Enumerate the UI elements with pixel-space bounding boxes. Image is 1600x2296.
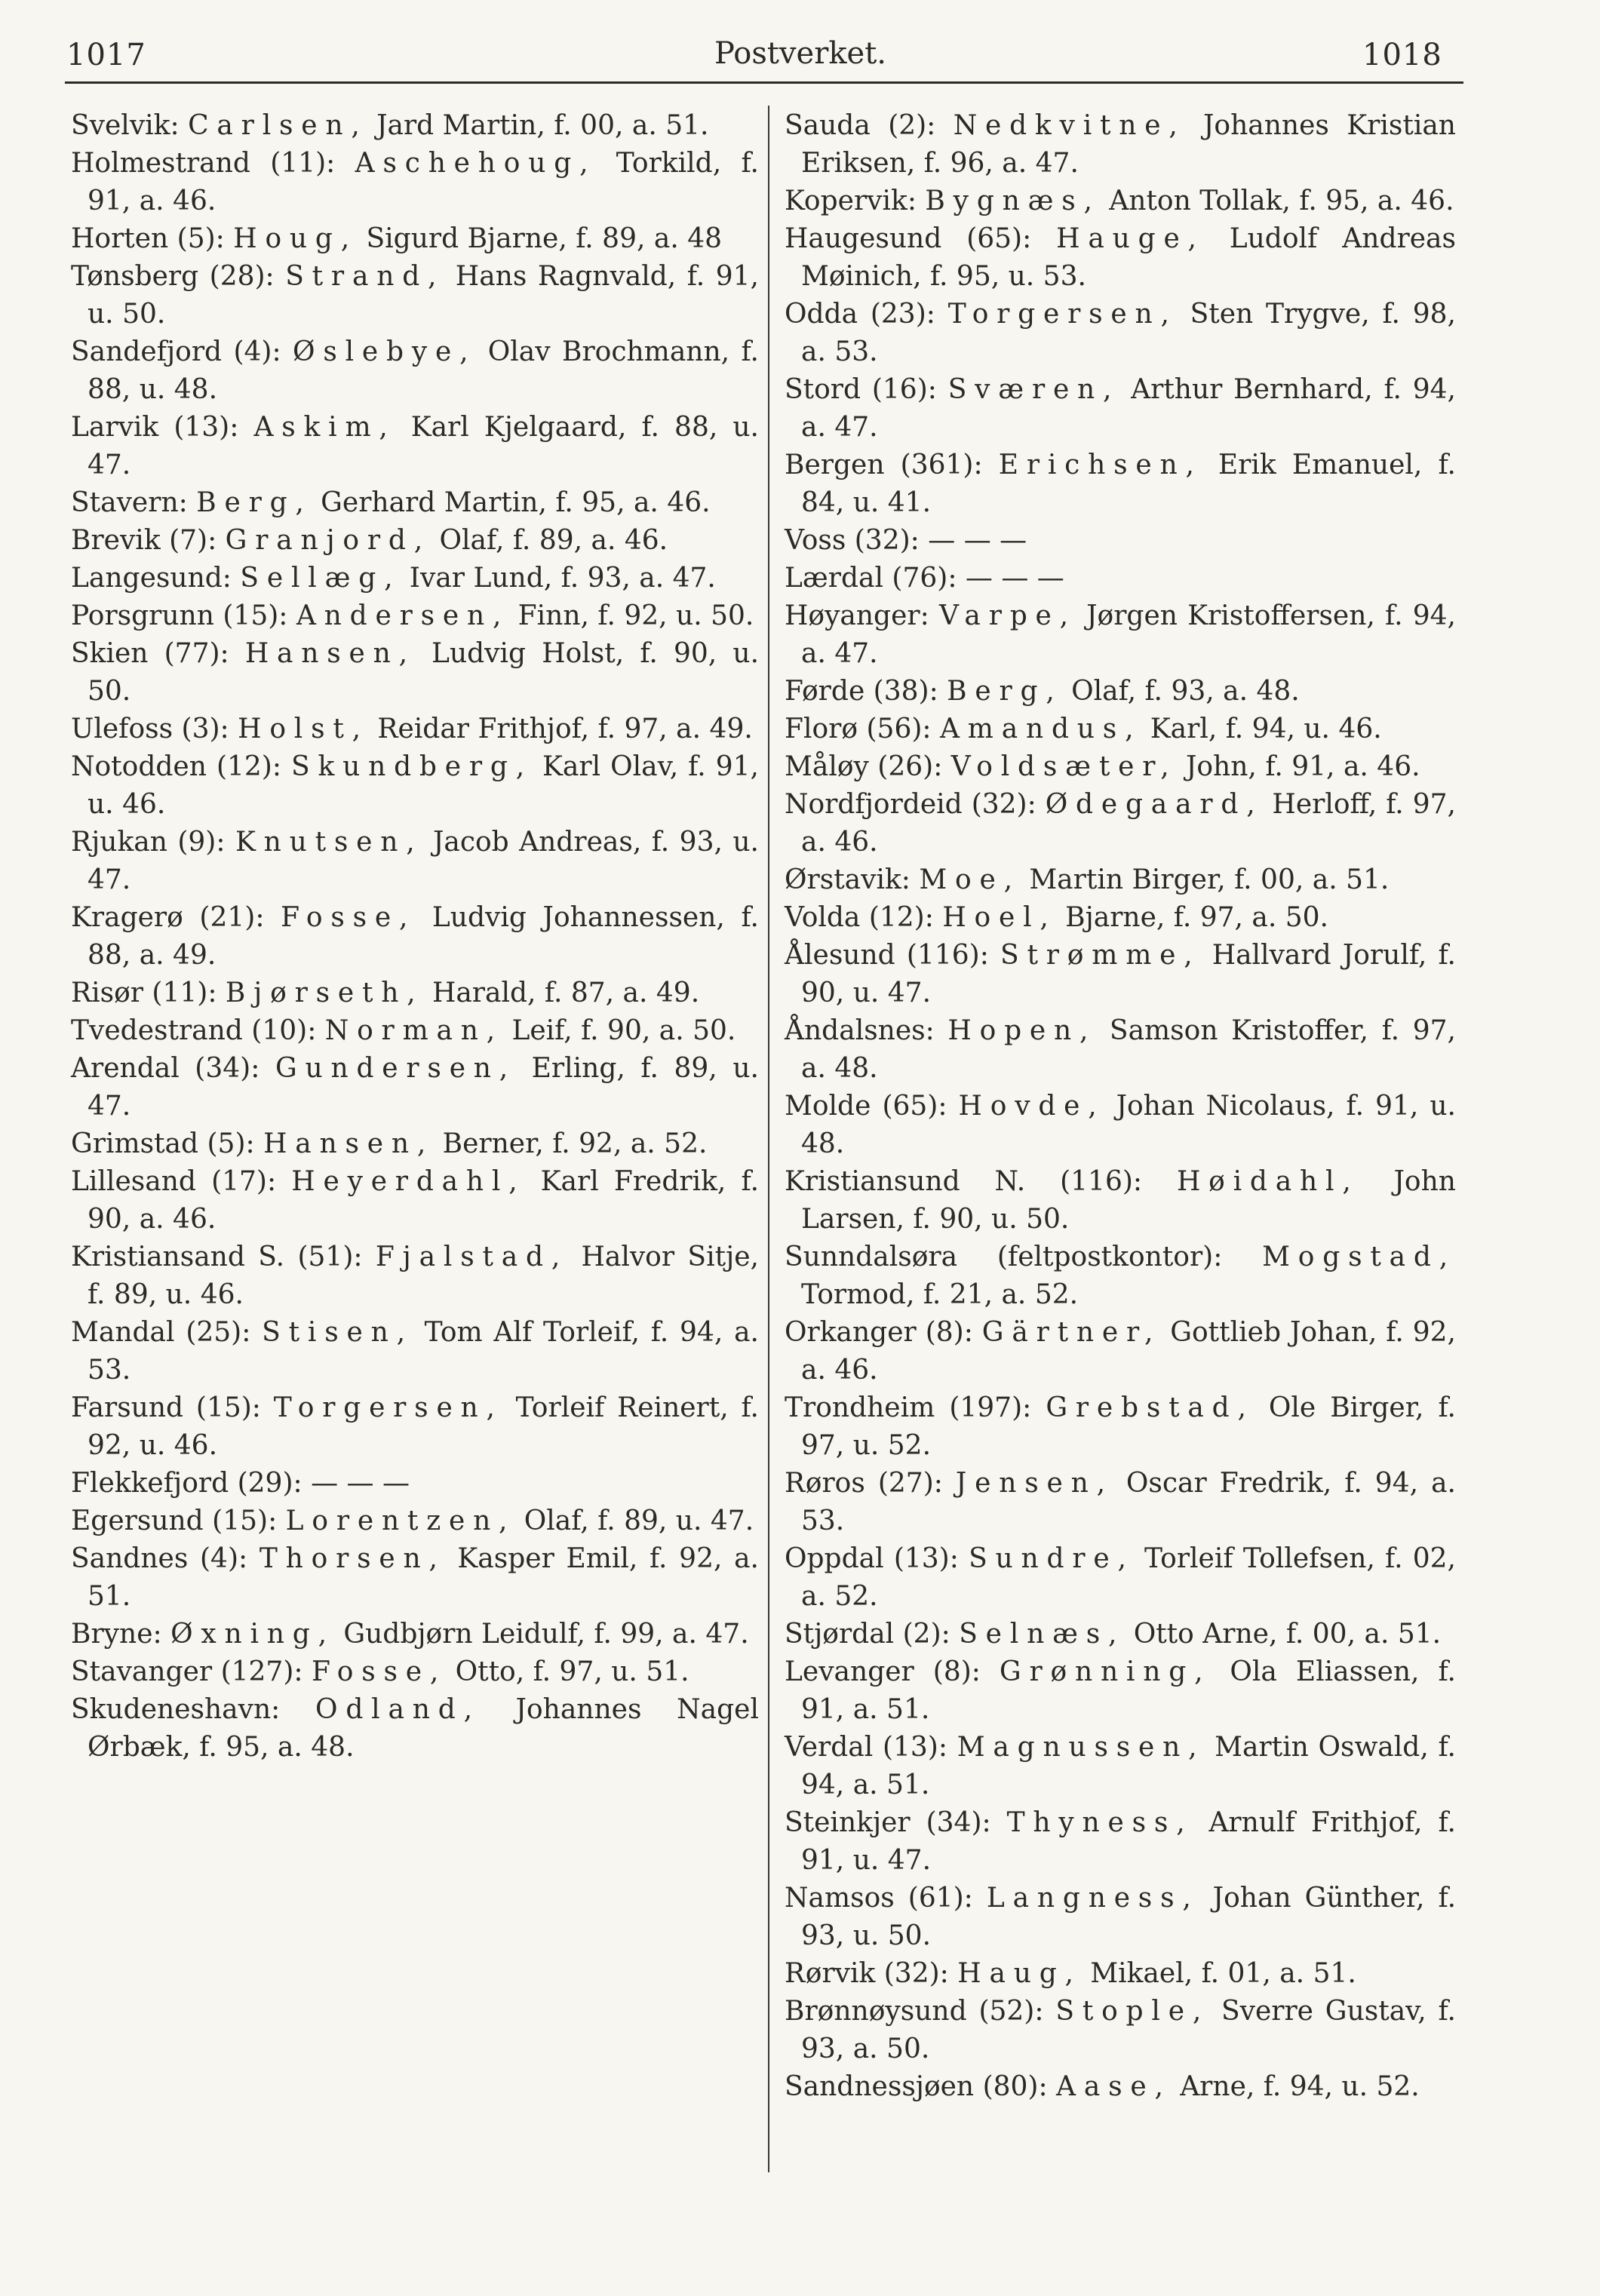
directory-entry — [71, 1314, 759, 1389]
entry-details: Gottlieb Johan, f. 92, a. 46. — [801, 1317, 1456, 1386]
entry-name: Askim, — [253, 412, 396, 443]
entry-details: Anton Tollak, f. 95, a. 46. — [1109, 186, 1454, 216]
directory-entry — [71, 484, 759, 522]
entry-details: Ola Eliassen, f. 91, a. 51. — [801, 1656, 1456, 1725]
entry-place: Kristiansund N. (116): — [785, 1166, 1143, 1197]
entry-name: Gundersen, — [275, 1053, 517, 1084]
entry-place: Kopervik: — [785, 186, 917, 216]
entry-details: Torleif Reinert, f. 92, u. 46. — [88, 1392, 759, 1461]
entry-name: Stisen, — [262, 1317, 413, 1348]
entry-name: Torgersen, — [947, 299, 1178, 330]
entry-name: Granjord, — [225, 525, 431, 556]
entry-details: Erik Emanuel, f. 84, u. 41. — [801, 450, 1456, 518]
directory-entry — [71, 1389, 759, 1465]
entry-name: Berg, — [196, 487, 312, 518]
entry-details: Otto, f. 97, u. 51. — [455, 1656, 689, 1687]
directory-entry — [785, 1540, 1456, 1616]
entry-name: Aase, — [1056, 2071, 1172, 2102]
directory-entry — [785, 371, 1456, 447]
entry-details: Jørgen Kristoffersen, f. 94, a. 47. — [801, 600, 1456, 669]
entry-name: Skundberg, — [291, 751, 533, 782]
directory-entry — [785, 1465, 1456, 1540]
entry-details: Olav Brochmann, f. 88, u. 48. — [88, 336, 759, 405]
entry-place: Høyanger: — [785, 600, 929, 631]
entry-place: Langesund: — [71, 563, 232, 594]
entry-place: Florø (56): — [785, 714, 932, 744]
entry-name: Magnussen, — [957, 1732, 1205, 1763]
entry-name: Erichsen, — [998, 450, 1202, 480]
entry-details: — — — — [928, 525, 1027, 556]
entry-place: Rørvik (32): — [785, 1958, 949, 1989]
entry-name: Aschehoug, — [355, 148, 597, 179]
entry-place: Stavanger (127): — [71, 1656, 303, 1687]
entry-place: Ulefoss (3): — [71, 714, 229, 744]
entry-place: Oppdal (13): — [785, 1543, 959, 1574]
entry-place: Tvedestrand (10): — [71, 1015, 317, 1046]
entry-name: Stople, — [1055, 1996, 1210, 2027]
entry-name: Langness, — [986, 1883, 1199, 1914]
entry-place: Farsund (15): — [71, 1392, 261, 1423]
directory-entry — [785, 1880, 1456, 1955]
entry-name: Heyerdahl, — [291, 1166, 526, 1197]
entry-place: Odda (23): — [785, 299, 935, 330]
directory-entry — [785, 861, 1456, 899]
entry-name: Hovde, — [958, 1091, 1105, 1122]
entry-details: Martin Oswald, f. 94, a. 51. — [801, 1732, 1456, 1800]
entry-name: Grønning, — [999, 1656, 1212, 1687]
directory-entry — [71, 1125, 759, 1163]
entry-details: Hallvard Jorulf, f. 90, u. 47. — [801, 940, 1456, 1008]
header-rule — [65, 81, 1463, 84]
directory-entry — [785, 748, 1456, 786]
entry-details: Olaf, f. 89, a. 46. — [439, 525, 668, 556]
entry-place: Porsgrunn (15): — [71, 600, 288, 631]
entry-name: Mogstad, — [1262, 1242, 1456, 1272]
directory-entry — [71, 560, 759, 597]
entry-place: Levanger (8): — [785, 1656, 981, 1687]
entry-place: Bryne: — [71, 1619, 162, 1650]
directory-entry — [785, 1955, 1456, 1993]
entry-name: Fjalstad, — [375, 1242, 569, 1272]
directory-entry — [71, 899, 759, 975]
directory-entry — [71, 522, 759, 560]
directory-entry — [785, 1163, 1456, 1239]
directory-entry — [785, 786, 1456, 861]
entry-place: Svelvik: — [71, 110, 180, 141]
entry-place: Skien (77): — [71, 638, 229, 669]
entry-name: Odland, — [315, 1694, 481, 1725]
entry-place: Nordfjordeid (32): — [785, 789, 1036, 820]
directory-entry — [71, 1691, 759, 1767]
directory-entry — [71, 748, 759, 824]
entry-place: Skudeneshavn: — [71, 1694, 281, 1725]
entry-details: Kasper Emil, f. 92, a. 51. — [88, 1543, 760, 1612]
entry-place: Sunndalsøra (feltpostkontor): — [785, 1242, 1223, 1272]
entry-name: Voldsæter, — [950, 751, 1178, 782]
entry-place: Sandnessjøen (80): — [785, 2071, 1048, 2102]
entry-place: Brevik (7): — [71, 525, 217, 556]
directory-entry — [785, 1389, 1456, 1465]
entry-name: Øxning, — [170, 1619, 335, 1650]
entry-place: Røros (27): — [785, 1468, 943, 1499]
entry-details: Reidar Frithjof, f. 97, a. 49. — [377, 714, 753, 744]
entry-name: Fosse, — [311, 1656, 447, 1687]
directory-entry — [71, 1050, 759, 1125]
entry-place: Kristiansand S. (51): — [71, 1242, 363, 1272]
entry-details: Ludvig Johannessen, f. 88, a. 49. — [88, 902, 759, 971]
directory-entry — [785, 107, 1456, 183]
entry-name: Knutsen, — [235, 827, 423, 858]
entry-name: Fosse, — [281, 902, 416, 933]
entry-place: Bergen (361): — [785, 450, 983, 480]
directory-entry — [71, 711, 759, 748]
entry-details: John, f. 91, a. 46. — [1185, 751, 1420, 782]
entry-place: Brønnøysund (52): — [785, 1996, 1044, 2027]
entry-place: Lillesand (17): — [71, 1166, 277, 1197]
running-title: Postverket. — [714, 36, 887, 71]
entry-place: Holmestrand (11): — [71, 148, 336, 179]
entry-details: Mikael, f. 01, a. 51. — [1090, 1958, 1356, 1989]
entry-details: Jard Martin, f. 00, a. 51. — [376, 110, 709, 141]
entry-name: Øslebye, — [293, 336, 477, 367]
entry-place: Stjørdal (2): — [785, 1619, 950, 1650]
directory-entry — [785, 1653, 1456, 1729]
entry-place: Horten (5): — [71, 223, 225, 254]
entry-details: Johan Nicolaus, f. 91, u. 48. — [801, 1091, 1456, 1159]
entry-name: Bjørseth, — [225, 978, 424, 1008]
entry-name: Berg, — [947, 676, 1063, 707]
directory-entry — [71, 1012, 759, 1050]
directory-entry — [785, 1804, 1456, 1880]
directory-entry — [785, 1729, 1456, 1804]
entry-details: Karl Kjelgaard, f. 88, u. 47. — [88, 412, 759, 480]
entry-details: Arne, f. 94, u. 52. — [1180, 2071, 1420, 2102]
entry-place: Risør (11): — [71, 978, 217, 1008]
entry-details: Tormod, f. 21, a. 52. — [801, 1279, 1079, 1310]
entry-place: Lærdal (76): — [785, 563, 957, 594]
entry-name: Hansen, — [244, 638, 416, 669]
entry-details: — — — — [311, 1468, 410, 1499]
entry-details: John Larsen, f. 90, u. 50. — [801, 1166, 1456, 1235]
entry-place: Molde (65): — [785, 1091, 947, 1122]
entry-name: Torgersen, — [273, 1392, 503, 1423]
entry-name: Thorsen, — [259, 1543, 446, 1574]
directory-entry — [71, 975, 759, 1012]
entry-details: Sten Trygve, f. 98, a. 53. — [801, 299, 1456, 367]
entry-details: Jacob Andreas, f. 93, u. 47. — [88, 827, 759, 895]
entry-details: Leif, f. 90, a. 50. — [511, 1015, 736, 1046]
left-column — [71, 107, 759, 1767]
entry-place: Stord (16): — [785, 374, 937, 405]
entry-name: Strand, — [285, 261, 445, 292]
entry-name: Amandus, — [939, 714, 1142, 744]
entry-details: Harald, f. 87, a. 49. — [431, 978, 700, 1008]
entry-details: Ivar Lund, f. 93, a. 47. — [409, 563, 716, 594]
directory-entry — [785, 937, 1456, 1012]
directory-entry — [71, 1239, 759, 1314]
entry-name: Sellæg, — [240, 563, 401, 594]
entry-place: Mandal (25): — [71, 1317, 251, 1348]
directory-entry — [785, 220, 1456, 296]
entry-name: Jensen, — [955, 1468, 1113, 1499]
directory-entry — [71, 409, 759, 484]
entry-place: Flekkefjord (29): — [71, 1468, 302, 1499]
entry-place: Volda (12): — [785, 902, 934, 933]
directory-entry — [71, 1616, 759, 1653]
entry-place: Sauda (2): — [785, 110, 936, 141]
directory-entry — [71, 1540, 759, 1616]
entry-name: Hoel, — [942, 902, 1057, 933]
entry-place: Voss (32): — [785, 525, 920, 556]
entry-name: Gärtner, — [981, 1317, 1162, 1348]
directory-entry — [71, 635, 759, 711]
entry-name: Bygnæs, — [925, 186, 1101, 216]
directory-entry — [785, 1012, 1456, 1088]
entry-place: Sandnes (4): — [71, 1543, 248, 1574]
entry-place: Ørstavik: — [785, 864, 911, 895]
directory-entry — [785, 1314, 1456, 1389]
entry-details: Sverre Gustav, f. 93, a. 50. — [801, 1996, 1456, 2064]
entry-place: Verdal (13): — [785, 1732, 947, 1763]
directory-entry — [71, 597, 759, 635]
directory-entry — [785, 183, 1456, 220]
entry-place: Åndalsnes: — [785, 1015, 935, 1046]
entry-place: Stavern: — [71, 487, 188, 518]
entry-place: Grimstad (5): — [71, 1128, 255, 1159]
directory-entry — [785, 2068, 1456, 2106]
entry-details: — — — — [965, 563, 1064, 594]
entry-details: Karl Olav, f. 91, u. 46. — [88, 751, 759, 820]
entry-name: Strømme, — [1000, 940, 1201, 971]
entry-place: Måløy (26): — [785, 751, 943, 782]
entry-name: Varpe, — [938, 600, 1076, 631]
entry-name: Selnæs, — [959, 1619, 1126, 1650]
entry-details: Berner, f. 92, a. 52. — [442, 1128, 708, 1159]
directory-entry — [785, 597, 1456, 673]
entry-place: Larvik (13): — [71, 412, 239, 443]
directory-entry — [71, 1163, 759, 1239]
directory-entry — [785, 296, 1456, 371]
entry-name: Houg, — [233, 223, 358, 254]
entry-details: Erling, f. 89, u. 47. — [88, 1053, 759, 1122]
entry-name: Thyness, — [1006, 1807, 1193, 1838]
directory-entry — [785, 1239, 1456, 1314]
entry-place: Namsos (61): — [785, 1883, 973, 1914]
entry-place: Rjukan (9): — [71, 827, 226, 858]
column-divider — [768, 106, 769, 2172]
entry-details: Arthur Bernhard, f. 94, a. 47. — [801, 374, 1456, 443]
entry-name: Ødegaard, — [1045, 789, 1264, 820]
right-page-number: 1018 — [1362, 38, 1442, 72]
right-column — [785, 107, 1456, 2106]
entry-details: Samson Kristoffer, f. 97, a. 48. — [801, 1015, 1456, 1084]
directory-entry — [71, 220, 759, 258]
entry-details: Gudbjørn Leidulf, f. 99, a. 47. — [343, 1619, 749, 1650]
directory-entry — [71, 145, 759, 220]
directory-entry — [71, 824, 759, 899]
entry-name: Nedkvitne, — [953, 110, 1186, 141]
directory-entry — [785, 673, 1456, 711]
entry-details: Ole Birger, f. 97, u. 52. — [801, 1392, 1456, 1461]
entry-details: Otto Arne, f. 00, a. 51. — [1133, 1619, 1442, 1650]
entry-details: Karl Fredrik, f. 90, a. 46. — [88, 1166, 760, 1235]
entry-name: Høidahl, — [1176, 1166, 1359, 1197]
entry-place: Steinkjer (34): — [785, 1807, 991, 1838]
entry-details: Gerhard Martin, f. 95, a. 46. — [321, 487, 711, 518]
entry-details: Johannes Kristian Eriksen, f. 96, a. 47. — [801, 110, 1456, 179]
entry-details: Hans Ragnvald, f. 91, u. 50. — [88, 261, 759, 330]
entry-name: Norman, — [324, 1015, 503, 1046]
entry-place: Arendal (34): — [71, 1053, 260, 1084]
entry-details: Tom Alf Torleif, f. 94, a. 53. — [88, 1317, 759, 1386]
entry-place: Ålesund (116): — [785, 940, 989, 971]
entry-name: Sværen, — [947, 374, 1120, 405]
entry-details: Bjarne, f. 97, a. 50. — [1065, 902, 1328, 933]
entry-details: Ludvig Holst, f. 90, u. 50. — [88, 638, 760, 707]
entry-place: Haugesund (65): — [785, 223, 1032, 254]
entry-details: Johannes Nagel Ørbæk, f. 95, a. 48. — [88, 1694, 759, 1763]
entry-details: Olaf, f. 93, a. 48. — [1071, 676, 1300, 707]
entry-place: Orkanger (8): — [785, 1317, 973, 1348]
directory-entry — [785, 1993, 1456, 2068]
entry-name: Hopen, — [947, 1015, 1097, 1046]
directory-entry — [785, 447, 1456, 522]
directory-entry — [71, 1503, 759, 1540]
directory-entry — [71, 1465, 759, 1503]
directory-entry — [785, 899, 1456, 937]
directory-entry — [71, 333, 759, 409]
directory-entry — [785, 522, 1456, 560]
entry-details: Ludolf Andreas Møinich, f. 95, u. 53. — [801, 223, 1456, 292]
entry-details: Olaf, f. 89, u. 47. — [524, 1506, 754, 1536]
directory-entry — [71, 258, 759, 333]
directory-entry — [785, 560, 1456, 597]
entry-name: Moe, — [919, 864, 1021, 895]
entry-name: Holst, — [238, 714, 369, 744]
entry-name: Hansen, — [263, 1128, 435, 1159]
directory-entry — [785, 1616, 1456, 1653]
entry-details: Finn, f. 92, u. 50. — [517, 600, 754, 631]
directory-entry — [785, 1088, 1456, 1163]
directory-entry — [785, 711, 1456, 748]
entry-details: Johan Günther, f. 93, u. 50. — [801, 1883, 1457, 1951]
entry-details: Karl, f. 94, u. 46. — [1150, 714, 1382, 744]
entry-name: Sundre, — [969, 1543, 1135, 1574]
entry-place: Egersund (15): — [71, 1506, 278, 1536]
directory-entry — [71, 1653, 759, 1691]
entry-name: Carlsen, — [188, 110, 368, 141]
entry-place: Notodden (12): — [71, 751, 281, 782]
directory-entry — [71, 107, 759, 145]
entry-place: Førde (38): — [785, 676, 938, 707]
entry-name: Lorentzen, — [285, 1506, 516, 1536]
left-page-number: 1017 — [66, 38, 146, 72]
entry-name: Grebstad, — [1046, 1392, 1255, 1423]
entry-place: Kragerø (21): — [71, 902, 265, 933]
entry-name: Hauge, — [1056, 223, 1205, 254]
entry-details: Torkild, f. 91, a. 46. — [88, 148, 759, 216]
entry-details: Oscar Fredrik, f. 94, a. 53. — [801, 1468, 1456, 1536]
entry-place: Tønsberg (28): — [71, 261, 275, 292]
entry-details: Herloff, f. 97, a. 46. — [801, 789, 1456, 858]
entry-details: Arnulf Frithjof, f. 91, u. 47. — [801, 1807, 1456, 1876]
entry-details: Martin Birger, f. 00, a. 51. — [1029, 864, 1390, 895]
entry-details: Halvor Sitje, f. 89, u. 46. — [88, 1242, 759, 1310]
entry-details: Torleif Tollefsen, f. 02, a. 52. — [801, 1543, 1456, 1612]
entry-name: Haug, — [957, 1958, 1082, 1989]
entry-place: Sandefjord (4): — [71, 336, 281, 367]
entry-place: Trondheim (197): — [785, 1392, 1032, 1423]
entry-details: Sigurd Bjarne, f. 89, a. 48 — [366, 223, 723, 254]
entry-name: Andersen, — [296, 600, 510, 631]
